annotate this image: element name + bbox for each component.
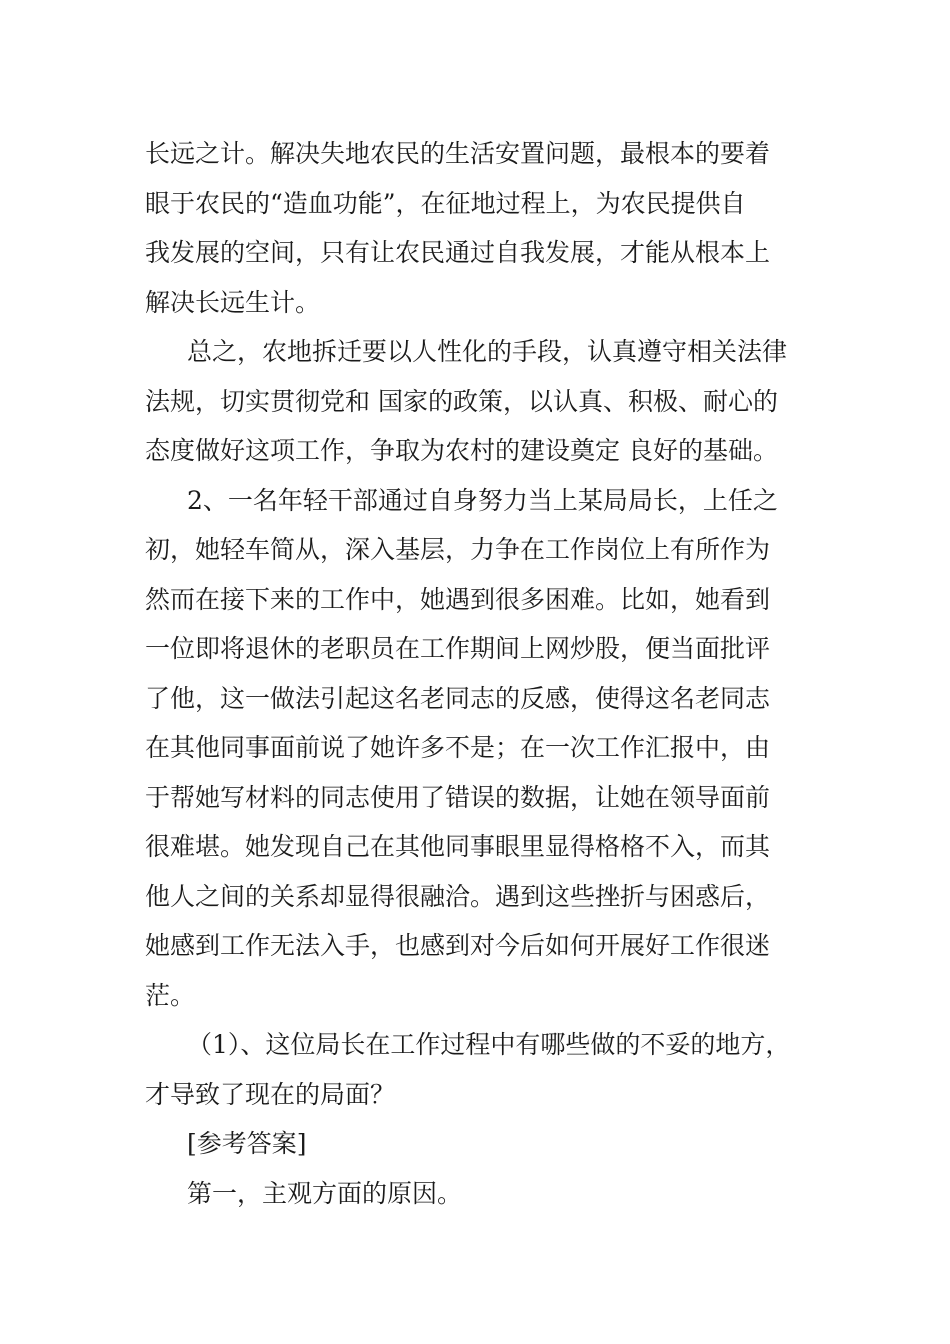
text-line: 法规，切实贯彻党和 国家的政策，以认真、积极、耐心的 (145, 386, 778, 416)
text-line: 在其他同事面前说了她许多不是；在一次工作汇报中，由 (145, 733, 771, 762)
text-line: 长远之计。解决失地农民的生活安置问题，最根本的要着 (145, 139, 771, 168)
text-line: 然而在接下来的工作中，她遇到很多困难。比如，她看到 (145, 584, 771, 614)
text-line: 态度做好这项工作，争取为农村的建设奠定 良好的基础。 (145, 436, 778, 465)
text-line: （1）、这位局长在工作过程中有哪些做的不妥的地方， (187, 1030, 791, 1059)
text-line: 于帮她写材料的同志使用了错误的数据，让她在领导面前 (145, 782, 771, 812)
section-heading: [参考答案] (187, 1129, 307, 1158)
text-line: 2、一名年轻干部通过自身努力当上某局局长，上任之 (187, 485, 778, 515)
text-line: 他人之间的关系却显得很融洽。遇到这些挫折与困惑后， (145, 881, 771, 911)
text-line: 茫。 (145, 980, 196, 1010)
text-line: 第一，主观方面的原因。 (187, 1178, 463, 1208)
text-line: 很难堪。她发现自己在其他同事眼里显得格格不入，而其 (145, 832, 771, 861)
text-line: 解决长远生计。 (145, 287, 321, 317)
text-line: 她感到工作无法入手，也感到对今后如何开展好工作很迷 (145, 931, 771, 960)
text-line: 才导致了现在的局面？ (145, 1079, 396, 1109)
text-line: 初，她轻车简从，深入基层，力争在工作岗位上有所作为 (145, 535, 771, 564)
text-line: 我发展的空间，只有让农民通过自我发展，才能从根本上 (145, 238, 771, 267)
text-line: 了他，这一做法引起这名老同志的反感，使得这名老同志 (145, 683, 771, 713)
text-line: 一位即将退休的老职员在工作期间上网炒股，便当面批评 (145, 634, 771, 663)
text-line: 总之，农地拆迁要以人性化的手段，认真遵守相关法律 (187, 337, 788, 366)
text-line: 眼于农民的“造血功能”，在征地过程上，为农民提供自 (145, 188, 746, 218)
document-body (145, 129, 815, 1218)
